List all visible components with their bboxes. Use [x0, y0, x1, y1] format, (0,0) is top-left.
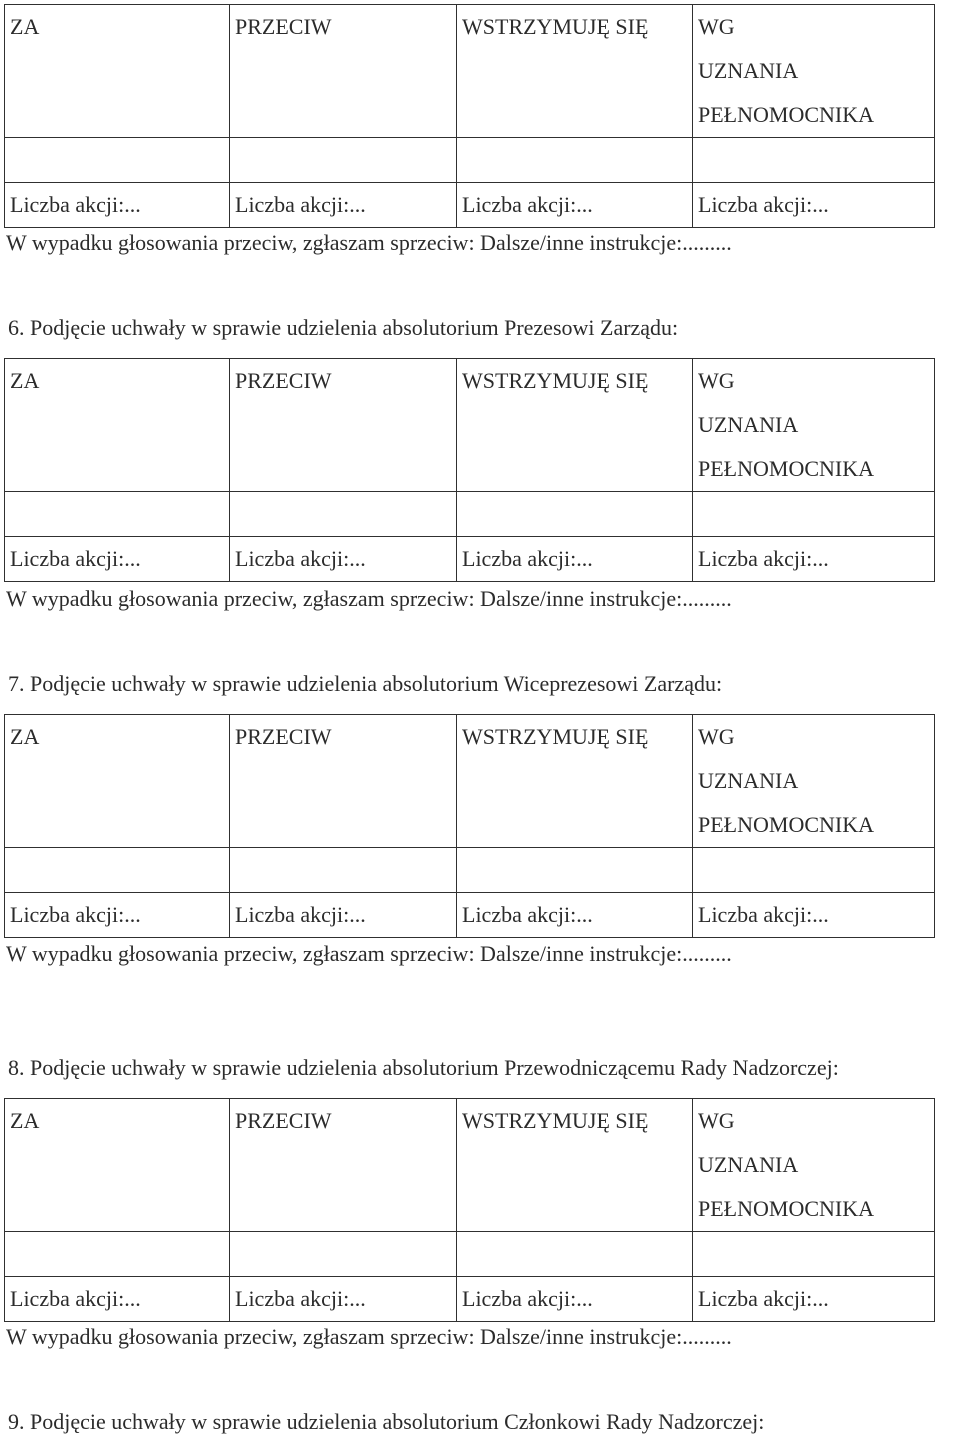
blank-cell[interactable]	[230, 492, 457, 537]
cell-przeciw[interactable]	[230, 359, 457, 492]
vote-table-0	[4, 4, 935, 228]
count-label: Liczba akcji:...	[235, 1286, 366, 1311]
count-przeciw[interactable]	[230, 1277, 457, 1322]
count-label: Liczba akcji:...	[10, 192, 141, 217]
label-wstrzymuje: WSTRZYMUJĘ SIĘ	[462, 724, 649, 749]
blank-cell[interactable]	[5, 492, 230, 537]
objection-note[interactable]: W wypadku głosowania przeciw, zgłaszam sprzeciw: Dalsze/inne instrukcje:.........	[6, 230, 732, 255]
count-wstrzymuje[interactable]	[457, 893, 693, 938]
label-uznania: UZNANIA	[698, 412, 799, 437]
count-label: Liczba akcji:...	[235, 192, 366, 217]
count-za[interactable]	[5, 183, 230, 228]
label-przeciw: PRZECIW	[235, 724, 332, 749]
count-wg[interactable]	[693, 1277, 935, 1322]
count-label: Liczba akcji:...	[462, 902, 593, 927]
cell-wg-uznania[interactable]	[693, 1099, 935, 1232]
resolution-heading-7: 7. Podjęcie uchwały w sprawie udzielenia absolutorium Wiceprezesowi Zarządu:	[8, 671, 723, 696]
resolution-heading-9: 9. Podjęcie uchwały w sprawie udzielenia absolutorium Członkowi Rady Nadzorczej:	[8, 1409, 765, 1434]
count-label: Liczba akcji:...	[235, 902, 366, 927]
label-przeciw: PRZECIW	[235, 1108, 332, 1133]
count-wstrzymuje[interactable]	[457, 183, 693, 228]
blank-cell[interactable]	[457, 848, 693, 893]
cell-za[interactable]	[5, 359, 230, 492]
label-pelnomocnika: PEŁNOMOCNIKA	[698, 102, 874, 127]
vote-table-6	[4, 358, 935, 582]
label-wg: WG	[698, 368, 735, 393]
count-label: Liczba akcji:...	[10, 546, 141, 571]
blank-cell[interactable]	[457, 1232, 693, 1277]
cell-przeciw[interactable]	[230, 1099, 457, 1232]
label-za: ZA	[10, 368, 40, 393]
label-uznania: UZNANIA	[698, 768, 799, 793]
count-wg[interactable]	[693, 537, 935, 582]
label-wstrzymuje: WSTRZYMUJĘ SIĘ	[462, 368, 649, 393]
label-pelnomocnika: PEŁNOMOCNIKA	[698, 1196, 874, 1221]
cell-za[interactable]	[5, 5, 230, 138]
count-label: Liczba akcji:...	[235, 546, 366, 571]
label-za: ZA	[10, 724, 40, 749]
cell-za[interactable]	[5, 1099, 230, 1232]
count-label: Liczba akcji:...	[10, 1286, 141, 1311]
label-wg: WG	[698, 724, 735, 749]
count-label: Liczba akcji:...	[462, 1286, 593, 1311]
count-przeciw[interactable]	[230, 183, 457, 228]
label-uznania: UZNANIA	[698, 1152, 799, 1177]
label-wg: WG	[698, 1108, 735, 1133]
vote-table-8	[4, 1098, 935, 1322]
cell-wstrzymuje[interactable]	[457, 715, 693, 848]
count-label: Liczba akcji:...	[698, 546, 829, 571]
label-wstrzymuje: WSTRZYMUJĘ SIĘ	[462, 14, 649, 39]
blank-cell[interactable]	[230, 848, 457, 893]
label-uznania: UZNANIA	[698, 58, 799, 83]
cell-przeciw[interactable]	[230, 715, 457, 848]
label-pelnomocnika: PEŁNOMOCNIKA	[698, 456, 874, 481]
cell-wg-uznania[interactable]	[693, 715, 935, 848]
blank-cell[interactable]	[230, 138, 457, 183]
blank-cell[interactable]	[230, 1232, 457, 1277]
count-przeciw[interactable]	[230, 537, 457, 582]
cell-wstrzymuje[interactable]	[457, 359, 693, 492]
cell-za[interactable]	[5, 715, 230, 848]
count-wg[interactable]	[693, 893, 935, 938]
count-label: Liczba akcji:...	[462, 192, 593, 217]
resolution-heading-6: 6. Podjęcie uchwały w sprawie udzielenia absolutorium Prezesowi Zarządu:	[8, 315, 679, 340]
count-za[interactable]	[5, 1277, 230, 1322]
label-za: ZA	[10, 1108, 40, 1133]
count-label: Liczba akcji:...	[10, 902, 141, 927]
blank-cell[interactable]	[693, 848, 935, 893]
cell-przeciw[interactable]	[230, 5, 457, 138]
blank-cell[interactable]	[457, 138, 693, 183]
label-przeciw: PRZECIW	[235, 14, 332, 39]
objection-note[interactable]: W wypadku głosowania przeciw, zgłaszam sprzeciw: Dalsze/inne instrukcje:.........	[6, 1324, 732, 1349]
blank-cell[interactable]	[5, 1232, 230, 1277]
blank-cell[interactable]	[693, 138, 935, 183]
label-za: ZA	[10, 14, 40, 39]
objection-note[interactable]: W wypadku głosowania przeciw, zgłaszam sprzeciw: Dalsze/inne instrukcje:.........	[6, 586, 732, 611]
count-label: Liczba akcji:...	[698, 1286, 829, 1311]
blank-cell[interactable]	[693, 492, 935, 537]
cell-wstrzymuje[interactable]	[457, 5, 693, 138]
vote-table-7	[4, 714, 935, 938]
blank-cell[interactable]	[5, 138, 230, 183]
cell-wg-uznania[interactable]	[693, 359, 935, 492]
count-label: Liczba akcji:...	[462, 546, 593, 571]
label-wg: WG	[698, 14, 735, 39]
count-wg[interactable]	[693, 183, 935, 228]
cell-wstrzymuje[interactable]	[457, 1099, 693, 1232]
count-label: Liczba akcji:...	[698, 902, 829, 927]
count-wstrzymuje[interactable]	[457, 537, 693, 582]
count-za[interactable]	[5, 893, 230, 938]
blank-cell[interactable]	[457, 492, 693, 537]
label-wstrzymuje: WSTRZYMUJĘ SIĘ	[462, 1108, 649, 1133]
count-wstrzymuje[interactable]	[457, 1277, 693, 1322]
label-pelnomocnika: PEŁNOMOCNIKA	[698, 812, 874, 837]
count-label: Liczba akcji:...	[698, 192, 829, 217]
count-przeciw[interactable]	[230, 893, 457, 938]
objection-note[interactable]: W wypadku głosowania przeciw, zgłaszam sprzeciw: Dalsze/inne instrukcje:.........	[6, 941, 732, 966]
count-za[interactable]	[5, 537, 230, 582]
blank-cell[interactable]	[693, 1232, 935, 1277]
blank-cell[interactable]	[5, 848, 230, 893]
label-przeciw: PRZECIW	[235, 368, 332, 393]
resolution-heading-8: 8. Podjęcie uchwały w sprawie udzielenia absolutorium Przewodniczącemu Rady Nadzorczej:	[8, 1055, 839, 1080]
cell-wg-uznania[interactable]	[693, 5, 935, 138]
